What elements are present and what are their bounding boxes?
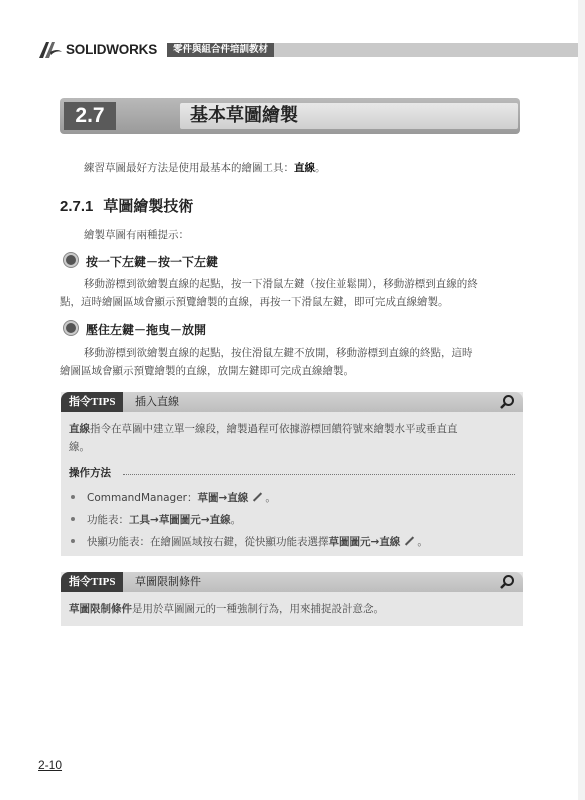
- book-title: 零件與組合件培訓教材: [167, 43, 274, 57]
- item-prefix: 功能表：: [87, 514, 129, 526]
- list-item: [71, 490, 276, 505]
- magnifier-icon: [499, 574, 515, 590]
- tips-body-bold: 草圖限制條件: [69, 603, 132, 615]
- subsection-number: 2.7.1: [60, 198, 94, 215]
- item-arrow: →: [200, 514, 210, 526]
- item-end: 。: [265, 492, 276, 504]
- method-label: 操作方法: [69, 467, 111, 479]
- bullet-dot-icon: [64, 321, 78, 335]
- page-edge-stripe: [578, 0, 585, 800]
- item-path: 工具: [129, 514, 150, 526]
- list-bullet-icon: [71, 495, 75, 499]
- tips-tag: [61, 392, 123, 412]
- item-target: 直線: [227, 492, 249, 504]
- page-header: [0, 34, 585, 64]
- method-line: 點，這時繪圖區域會顯示預覽繪製的直線，再按一下滑鼠左鍵，即可完成直線繪製。: [60, 296, 449, 308]
- item-path: 草圖圖元: [328, 536, 371, 548]
- line-tool-icon: [405, 536, 414, 545]
- item-path: 草圖: [197, 492, 219, 504]
- tips-body-line: [69, 600, 384, 618]
- method-line: 移動游標到欲繪製直線的起點，按一下滑鼠左鍵（按住並鬆開），移動游標到直線的終: [84, 278, 478, 290]
- tips-body-line: [69, 420, 458, 438]
- page-number: 2-10: [38, 758, 63, 772]
- intro-text: 練習草圖最好方法是使用最基本的繪圖工具：: [84, 162, 294, 174]
- tips-title: 草圖限制條件: [135, 575, 201, 588]
- tips-body-bold: 直線: [69, 423, 90, 435]
- solidworks-logo-icon: [36, 38, 64, 62]
- method-heading: [64, 321, 206, 338]
- subsection-title: 草圖繪製技術: [103, 197, 194, 215]
- tips-tag-cn: 指令: [69, 575, 91, 588]
- tips-tag-en: TIPS: [91, 576, 116, 588]
- method-heading: [64, 253, 218, 270]
- item-target: 直線: [209, 514, 231, 526]
- item-arrow: →: [370, 536, 380, 548]
- item-arrow: →: [150, 514, 159, 526]
- list-item: [71, 534, 428, 549]
- tips-tag: [61, 572, 123, 592]
- method-line: 移動游標到欲繪製直線的起點，按住滑鼠左鍵不放開，移動游標到直線的終點，這時: [84, 347, 473, 359]
- magnifier-icon: [499, 394, 515, 410]
- tips-box-sketch-relations: [61, 572, 523, 626]
- subsection-heading: [60, 195, 193, 216]
- section-banner: [60, 98, 520, 134]
- subsection-lead: 繪製草圖有兩種提示：: [84, 229, 189, 241]
- section-number: 2.7: [64, 102, 116, 130]
- item-prefix: CommandManager：: [87, 492, 198, 504]
- item-end: 。: [230, 514, 242, 526]
- dotted-divider: [123, 474, 515, 475]
- item-arrow: →: [218, 492, 228, 504]
- item-prefix: 快顯功能表：在繪圖區域按右鍵，從快顯功能表選擇: [87, 536, 329, 548]
- tips-header: [61, 572, 523, 592]
- intro-paragraph: [84, 160, 326, 177]
- item-target: 直線: [379, 536, 401, 548]
- intro-end: 。: [315, 162, 326, 174]
- tips-title: 插入直線: [135, 395, 179, 408]
- tips-header: [61, 392, 523, 412]
- method-heading-text: 按一下左鍵－按一下左鍵: [86, 255, 219, 269]
- item-mid: 草圖圖元: [158, 514, 201, 526]
- list-bullet-icon: [71, 517, 75, 521]
- tips-tag-en: TIPS: [91, 396, 116, 408]
- tips-tag-cn: 指令: [69, 395, 91, 408]
- method-line: 繪圖區域會顯示預覽繪製的直線，放開左鍵即可完成直線繪製。: [60, 365, 354, 377]
- brand-name: SOLIDWORKS: [66, 42, 157, 57]
- list-item: [71, 512, 241, 527]
- item-end: 。: [417, 536, 428, 548]
- section-title: 基本草圖繪製: [190, 105, 298, 126]
- list-bullet-icon: [71, 539, 75, 543]
- tips-body-text: 指令在草圖中建立單一線段，繪製過程可依據游標回饋符號來繪製水平或垂直直: [90, 423, 458, 435]
- bullet-dot-icon: [64, 253, 78, 267]
- intro-bold: 直線: [294, 162, 315, 174]
- tips-body-line: 線。: [69, 441, 90, 453]
- tips-box-insert-line: [61, 392, 523, 556]
- line-tool-icon: [253, 492, 262, 501]
- tips-body-text: 是用於草圖圖元的一種強制行為，用來捕捉設計意念。: [132, 603, 384, 615]
- method-heading-text: 壓住左鍵－拖曳－放開: [86, 323, 207, 337]
